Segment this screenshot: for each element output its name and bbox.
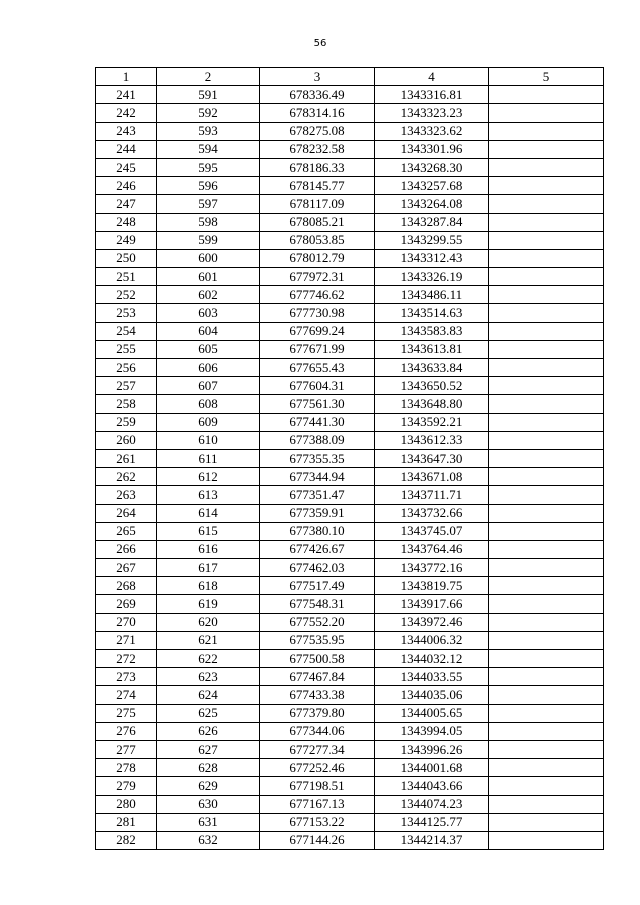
- point-number-cell: 617: [157, 559, 260, 577]
- point-number-cell: 629: [157, 777, 260, 795]
- y-coordinate-cell: 1343299.55: [375, 231, 489, 249]
- point-number-cell: 594: [157, 140, 260, 158]
- y-coordinate-cell: 1343264.08: [375, 195, 489, 213]
- note-cell: [489, 704, 604, 722]
- note-cell: [489, 449, 604, 467]
- x-coordinate-cell: 677388.09: [260, 431, 375, 449]
- table-row: [96, 395, 604, 413]
- header-row: [96, 68, 604, 86]
- y-coordinate-cell: 1343633.84: [375, 359, 489, 377]
- point-number-cell: 603: [157, 304, 260, 322]
- note-cell: [489, 340, 604, 358]
- row-number-cell: 247: [96, 195, 157, 213]
- row-number-cell: 268: [96, 577, 157, 595]
- note-cell: [489, 413, 604, 431]
- note-cell: [489, 831, 604, 849]
- x-coordinate-cell: 677561.30: [260, 395, 375, 413]
- y-coordinate-cell: 1344006.32: [375, 631, 489, 649]
- note-cell: [489, 249, 604, 267]
- row-number-cell: 248: [96, 213, 157, 231]
- x-coordinate-cell: 677359.91: [260, 504, 375, 522]
- point-number-cell: 595: [157, 158, 260, 176]
- note-cell: [489, 231, 604, 249]
- row-number-cell: 272: [96, 650, 157, 668]
- point-number-cell: 630: [157, 795, 260, 813]
- note-cell: [489, 504, 604, 522]
- x-coordinate-cell: 677441.30: [260, 413, 375, 431]
- table-row: [96, 286, 604, 304]
- row-number-cell: 241: [96, 86, 157, 104]
- note-cell: [489, 613, 604, 631]
- note-cell: [489, 559, 604, 577]
- table-row: [96, 595, 604, 613]
- note-cell: [489, 686, 604, 704]
- point-number-cell: 605: [157, 340, 260, 358]
- point-number-cell: 606: [157, 359, 260, 377]
- row-number-cell: 250: [96, 249, 157, 267]
- x-coordinate-cell: 677730.98: [260, 304, 375, 322]
- point-number-cell: 622: [157, 650, 260, 668]
- row-number-cell: 282: [96, 831, 157, 849]
- table-row: [96, 195, 604, 213]
- point-number-cell: 623: [157, 668, 260, 686]
- note-cell: [489, 795, 604, 813]
- y-coordinate-cell: 1343514.63: [375, 304, 489, 322]
- row-number-cell: 265: [96, 522, 157, 540]
- row-number-cell: 267: [96, 559, 157, 577]
- x-coordinate-cell: 677380.10: [260, 522, 375, 540]
- point-number-cell: 601: [157, 268, 260, 286]
- note-cell: [489, 158, 604, 176]
- note-cell: [489, 86, 604, 104]
- y-coordinate-cell: 1343312.43: [375, 249, 489, 267]
- x-coordinate-cell: 677344.94: [260, 468, 375, 486]
- x-coordinate-cell: 677535.95: [260, 631, 375, 649]
- row-number-cell: 271: [96, 631, 157, 649]
- point-number-cell: 591: [157, 86, 260, 104]
- header-cell-col-2: 2: [157, 68, 260, 86]
- x-coordinate-cell: 678053.85: [260, 231, 375, 249]
- table-row: [96, 413, 604, 431]
- table-row: [96, 177, 604, 195]
- row-number-cell: 251: [96, 268, 157, 286]
- note-cell: [489, 213, 604, 231]
- point-number-cell: 628: [157, 759, 260, 777]
- x-coordinate-cell: 678145.77: [260, 177, 375, 195]
- point-number-cell: 627: [157, 740, 260, 758]
- note-cell: [489, 104, 604, 122]
- point-number-cell: 598: [157, 213, 260, 231]
- note-cell: [489, 359, 604, 377]
- y-coordinate-cell: 1343323.23: [375, 104, 489, 122]
- x-coordinate-cell: 677517.49: [260, 577, 375, 595]
- y-coordinate-cell: 1344005.65: [375, 704, 489, 722]
- row-number-cell: 245: [96, 158, 157, 176]
- note-cell: [489, 468, 604, 486]
- y-coordinate-cell: 1344035.06: [375, 686, 489, 704]
- row-number-cell: 261: [96, 449, 157, 467]
- note-cell: [489, 631, 604, 649]
- table-row: [96, 722, 604, 740]
- table-row: [96, 340, 604, 358]
- table-row: [96, 759, 604, 777]
- x-coordinate-cell: 677167.13: [260, 795, 375, 813]
- table-row: [96, 304, 604, 322]
- header-cell-col-1: 1: [96, 68, 157, 86]
- note-cell: [489, 813, 604, 831]
- x-coordinate-cell: 678012.79: [260, 249, 375, 267]
- table-row: [96, 504, 604, 522]
- point-number-cell: 604: [157, 322, 260, 340]
- row-number-cell: 276: [96, 722, 157, 740]
- y-coordinate-cell: 1343650.52: [375, 377, 489, 395]
- table-row: [96, 377, 604, 395]
- note-cell: [489, 777, 604, 795]
- point-number-cell: 610: [157, 431, 260, 449]
- note-cell: [489, 759, 604, 777]
- note-cell: [489, 195, 604, 213]
- x-coordinate-cell: 677699.24: [260, 322, 375, 340]
- row-number-cell: 280: [96, 795, 157, 813]
- note-cell: [489, 304, 604, 322]
- table-body: [96, 86, 604, 850]
- table-row: [96, 431, 604, 449]
- x-coordinate-cell: 677972.31: [260, 268, 375, 286]
- y-coordinate-cell: 1343257.68: [375, 177, 489, 195]
- point-number-cell: 626: [157, 722, 260, 740]
- y-coordinate-cell: 1343316.81: [375, 86, 489, 104]
- note-cell: [489, 268, 604, 286]
- x-coordinate-cell: 677344.06: [260, 722, 375, 740]
- y-coordinate-cell: 1344214.37: [375, 831, 489, 849]
- note-cell: [489, 431, 604, 449]
- table-row: [96, 86, 604, 104]
- table-row: [96, 104, 604, 122]
- header-cell-col-3: 3: [260, 68, 375, 86]
- point-number-cell: 625: [157, 704, 260, 722]
- row-number-cell: 259: [96, 413, 157, 431]
- row-number-cell: 273: [96, 668, 157, 686]
- table-row: [96, 322, 604, 340]
- header-cell-col-4: 4: [375, 68, 489, 86]
- x-coordinate-cell: 677604.31: [260, 377, 375, 395]
- y-coordinate-cell: 1343996.26: [375, 740, 489, 758]
- y-coordinate-cell: 1343671.08: [375, 468, 489, 486]
- row-number-cell: 279: [96, 777, 157, 795]
- y-coordinate-cell: 1343287.84: [375, 213, 489, 231]
- row-number-cell: 281: [96, 813, 157, 831]
- x-coordinate-cell: 677548.31: [260, 595, 375, 613]
- point-number-cell: 614: [157, 504, 260, 522]
- point-number-cell: 602: [157, 286, 260, 304]
- x-coordinate-cell: 677153.22: [260, 813, 375, 831]
- y-coordinate-cell: 1343994.05: [375, 722, 489, 740]
- point-number-cell: 620: [157, 613, 260, 631]
- x-coordinate-cell: 678314.16: [260, 104, 375, 122]
- row-number-cell: 244: [96, 140, 157, 158]
- point-number-cell: 593: [157, 122, 260, 140]
- note-cell: [489, 577, 604, 595]
- point-number-cell: 600: [157, 249, 260, 267]
- x-coordinate-cell: 677433.38: [260, 686, 375, 704]
- table-row: [96, 704, 604, 722]
- table-row: [96, 740, 604, 758]
- y-coordinate-cell: 1343647.30: [375, 449, 489, 467]
- x-coordinate-cell: 677355.35: [260, 449, 375, 467]
- y-coordinate-cell: 1343648.80: [375, 395, 489, 413]
- note-cell: [489, 486, 604, 504]
- x-coordinate-cell: 677351.47: [260, 486, 375, 504]
- note-cell: [489, 286, 604, 304]
- x-coordinate-cell: 677746.62: [260, 286, 375, 304]
- note-cell: [489, 395, 604, 413]
- x-coordinate-cell: 677500.58: [260, 650, 375, 668]
- note-cell: [489, 722, 604, 740]
- note-cell: [489, 540, 604, 558]
- table-row: [96, 359, 604, 377]
- row-number-cell: 257: [96, 377, 157, 395]
- table-row: [96, 540, 604, 558]
- table-row: [96, 577, 604, 595]
- point-number-cell: 632: [157, 831, 260, 849]
- y-coordinate-cell: 1343612.33: [375, 431, 489, 449]
- x-coordinate-cell: 677462.03: [260, 559, 375, 577]
- point-number-cell: 616: [157, 540, 260, 558]
- note-cell: [489, 522, 604, 540]
- table-row: [96, 449, 604, 467]
- table-row: [96, 777, 604, 795]
- y-coordinate-cell: 1344001.68: [375, 759, 489, 777]
- header-cell-col-5: 5: [489, 68, 604, 86]
- row-number-cell: 278: [96, 759, 157, 777]
- table-row: [96, 813, 604, 831]
- note-cell: [489, 595, 604, 613]
- table-row: [96, 831, 604, 849]
- y-coordinate-cell: 1343268.30: [375, 158, 489, 176]
- note-cell: [489, 668, 604, 686]
- y-coordinate-cell: 1343323.62: [375, 122, 489, 140]
- y-coordinate-cell: 1343613.81: [375, 340, 489, 358]
- point-number-cell: 607: [157, 377, 260, 395]
- y-coordinate-cell: 1344033.55: [375, 668, 489, 686]
- table-row: [96, 631, 604, 649]
- row-number-cell: 249: [96, 231, 157, 249]
- table-row: [96, 559, 604, 577]
- table-row: [96, 613, 604, 631]
- row-number-cell: 262: [96, 468, 157, 486]
- row-number-cell: 252: [96, 286, 157, 304]
- table-header: [96, 68, 604, 86]
- row-number-cell: 246: [96, 177, 157, 195]
- y-coordinate-cell: 1344032.12: [375, 650, 489, 668]
- note-cell: [489, 140, 604, 158]
- point-number-cell: 631: [157, 813, 260, 831]
- y-coordinate-cell: 1343711.71: [375, 486, 489, 504]
- x-coordinate-cell: 678275.08: [260, 122, 375, 140]
- note-cell: [489, 122, 604, 140]
- y-coordinate-cell: 1343583.83: [375, 322, 489, 340]
- table-row: [96, 158, 604, 176]
- table-row: [96, 213, 604, 231]
- x-coordinate-cell: 678117.09: [260, 195, 375, 213]
- table-row: [96, 522, 604, 540]
- row-number-cell: 264: [96, 504, 157, 522]
- row-number-cell: 266: [96, 540, 157, 558]
- point-number-cell: 621: [157, 631, 260, 649]
- note-cell: [489, 177, 604, 195]
- x-coordinate-cell: 677671.99: [260, 340, 375, 358]
- coordinates-table: [95, 67, 604, 850]
- row-number-cell: 256: [96, 359, 157, 377]
- x-coordinate-cell: 678336.49: [260, 86, 375, 104]
- x-coordinate-cell: 677655.43: [260, 359, 375, 377]
- x-coordinate-cell: 677379.80: [260, 704, 375, 722]
- y-coordinate-cell: 1344074.23: [375, 795, 489, 813]
- table-row: [96, 231, 604, 249]
- x-coordinate-cell: 678085.21: [260, 213, 375, 231]
- point-number-cell: 592: [157, 104, 260, 122]
- x-coordinate-cell: 678232.58: [260, 140, 375, 158]
- point-number-cell: 599: [157, 231, 260, 249]
- point-number-cell: 608: [157, 395, 260, 413]
- page-number: 56: [313, 38, 327, 49]
- point-number-cell: 618: [157, 577, 260, 595]
- y-coordinate-cell: 1344125.77: [375, 813, 489, 831]
- point-number-cell: 612: [157, 468, 260, 486]
- y-coordinate-cell: 1343972.46: [375, 613, 489, 631]
- table-row: [96, 140, 604, 158]
- row-number-cell: 270: [96, 613, 157, 631]
- x-coordinate-cell: 677252.46: [260, 759, 375, 777]
- x-coordinate-cell: 677552.20: [260, 613, 375, 631]
- y-coordinate-cell: 1343326.19: [375, 268, 489, 286]
- point-number-cell: 609: [157, 413, 260, 431]
- point-number-cell: 611: [157, 449, 260, 467]
- x-coordinate-cell: 677426.67: [260, 540, 375, 558]
- y-coordinate-cell: 1343772.16: [375, 559, 489, 577]
- row-number-cell: 277: [96, 740, 157, 758]
- y-coordinate-cell: 1343819.75: [375, 577, 489, 595]
- table-row: [96, 795, 604, 813]
- point-number-cell: 613: [157, 486, 260, 504]
- table-row: [96, 268, 604, 286]
- table-row: [96, 686, 604, 704]
- x-coordinate-cell: 678186.33: [260, 158, 375, 176]
- x-coordinate-cell: 677277.34: [260, 740, 375, 758]
- point-number-cell: 619: [157, 595, 260, 613]
- row-number-cell: 242: [96, 104, 157, 122]
- y-coordinate-cell: 1343301.96: [375, 140, 489, 158]
- table-row: [96, 668, 604, 686]
- table-row: [96, 650, 604, 668]
- table-row: [96, 486, 604, 504]
- row-number-cell: 269: [96, 595, 157, 613]
- note-cell: [489, 650, 604, 668]
- row-number-cell: 260: [96, 431, 157, 449]
- y-coordinate-cell: 1343732.66: [375, 504, 489, 522]
- x-coordinate-cell: 677467.84: [260, 668, 375, 686]
- row-number-cell: 254: [96, 322, 157, 340]
- x-coordinate-cell: 677144.26: [260, 831, 375, 849]
- row-number-cell: 253: [96, 304, 157, 322]
- table-row: [96, 468, 604, 486]
- row-number-cell: 275: [96, 704, 157, 722]
- note-cell: [489, 377, 604, 395]
- row-number-cell: 243: [96, 122, 157, 140]
- point-number-cell: 615: [157, 522, 260, 540]
- x-coordinate-cell: 677198.51: [260, 777, 375, 795]
- y-coordinate-cell: 1343592.21: [375, 413, 489, 431]
- table-row: [96, 122, 604, 140]
- point-number-cell: 624: [157, 686, 260, 704]
- point-number-cell: 596: [157, 177, 260, 195]
- y-coordinate-cell: 1344043.66: [375, 777, 489, 795]
- note-cell: [489, 322, 604, 340]
- y-coordinate-cell: 1343486.11: [375, 286, 489, 304]
- y-coordinate-cell: 1343764.46: [375, 540, 489, 558]
- y-coordinate-cell: 1343917.66: [375, 595, 489, 613]
- row-number-cell: 255: [96, 340, 157, 358]
- point-number-cell: 597: [157, 195, 260, 213]
- note-cell: [489, 740, 604, 758]
- table-row: [96, 249, 604, 267]
- row-number-cell: 274: [96, 686, 157, 704]
- row-number-cell: 263: [96, 486, 157, 504]
- y-coordinate-cell: 1343745.07: [375, 522, 489, 540]
- row-number-cell: 258: [96, 395, 157, 413]
